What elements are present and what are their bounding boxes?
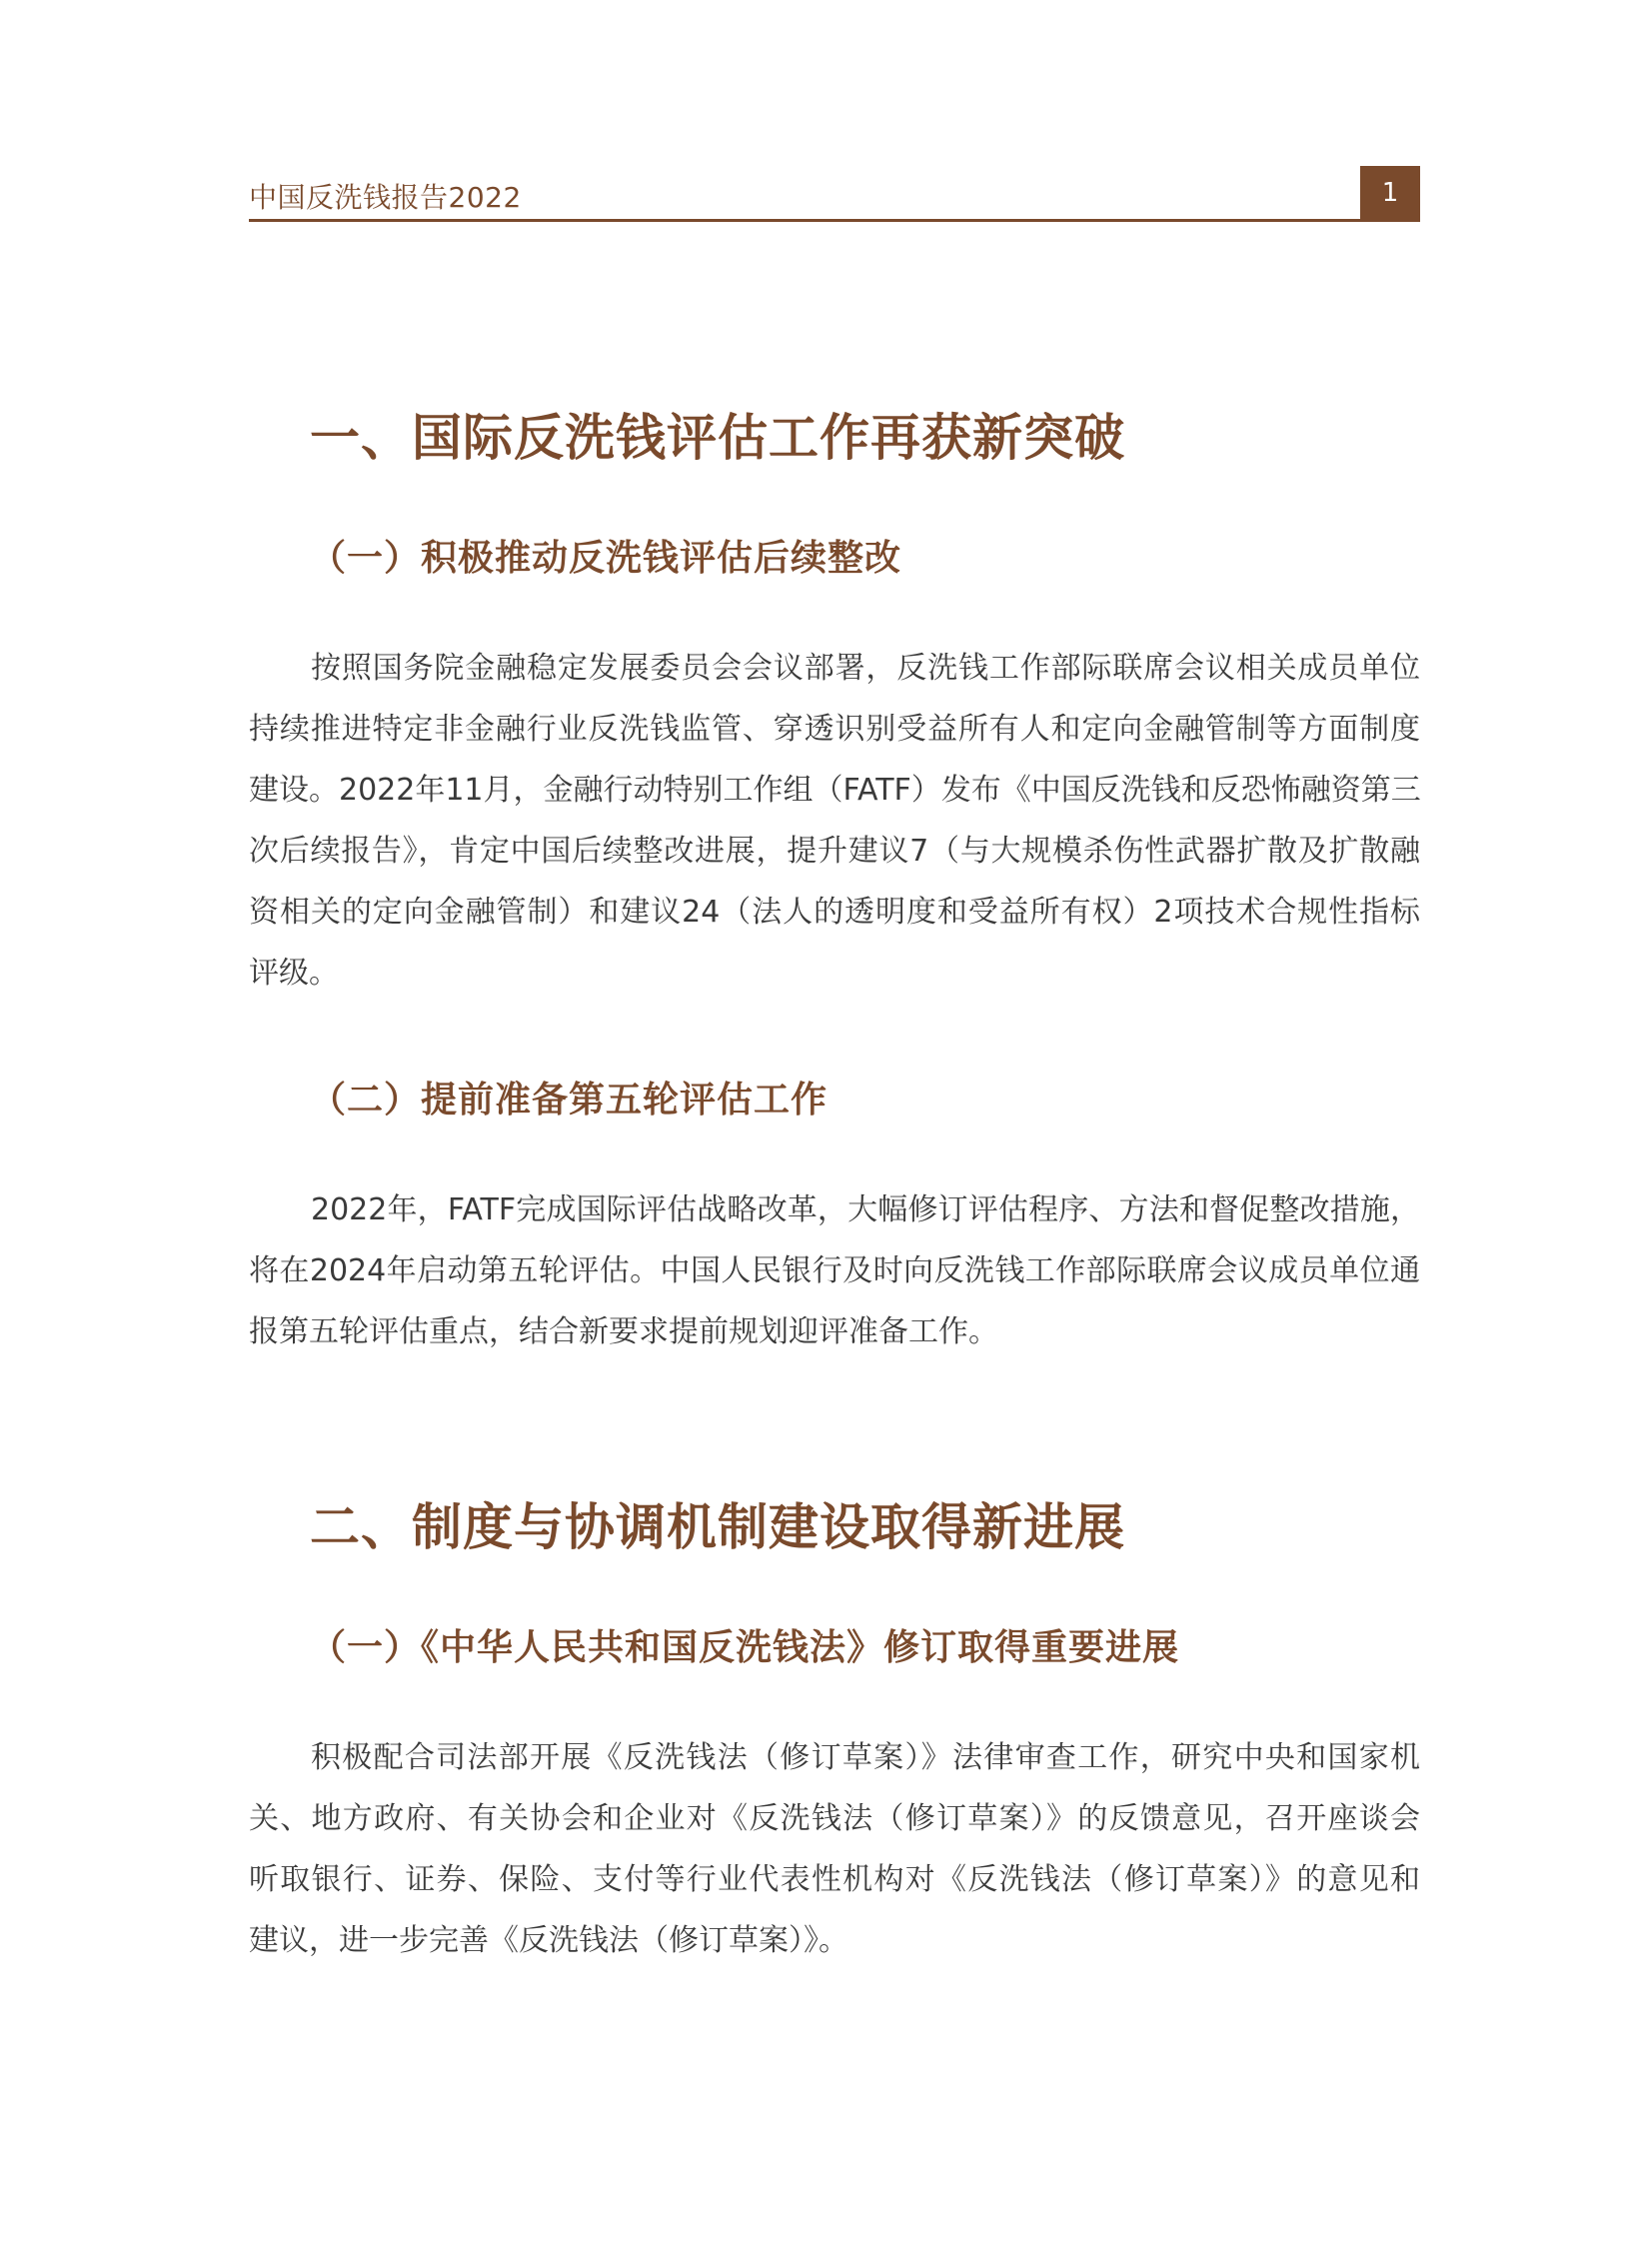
header-divider — [249, 219, 1420, 222]
paragraph-line: 建议，进一步完善《反洗钱法（修订草案）》。 — [249, 1923, 848, 1958]
page-number: 1 — [1360, 166, 1420, 220]
section-heading-1: 一、国际反洗钱评估工作再获新突破 — [310, 408, 1125, 467]
paragraph-line: 建设。2022年11月，金融行动特别工作组（FATF）发布《中国反洗钱和反恐怖融资第三 — [249, 773, 1421, 808]
paragraph-line: 听取银行、证券、保险、支付等行业代表性机构对《反洗钱法（修订草案）》的意见和 — [249, 1862, 1420, 1897]
paragraph-line: 关、地方政府、有关协会和企业对《反洗钱法（修订草案）》的反馈意见，召开座谈会 — [249, 1801, 1420, 1836]
paragraph-line: 报第五轮评估重点，结合新要求提前规划迎评准备工作。 — [249, 1314, 998, 1349]
paragraph-line: 2022年，FATF完成国际评估战略改革，大幅修订评估程序、方法和督促整改措施， — [311, 1192, 1420, 1227]
subsection-heading-2-1: （一）《中华人民共和国反洗钱法》修订取得重要进展 — [310, 1627, 1180, 1668]
page-header — [249, 166, 1420, 222]
subsection-heading-1-1: （一）积极推动反洗钱评估后续整改 — [310, 538, 902, 579]
section-heading-2: 二、制度与协调机制建设取得新进展 — [310, 1497, 1125, 1556]
paragraph-line: 资相关的定向金融管制）和建议24（法人的透明度和受益所有权）2项技术合规性指标 — [249, 895, 1420, 930]
paragraph-line: 持续推进特定非金融行业反洗钱监管、穿透识别受益所有人和定向金融管制等方面制度 — [249, 712, 1420, 747]
subsection-heading-1-2: （二）提前准备第五轮评估工作 — [310, 1080, 828, 1121]
paragraph-line: 积极配合司法部开展《反洗钱法（修订草案）》法律审查工作，研究中央和国家机 — [311, 1740, 1420, 1775]
paragraph-line: 次后续报告》，肯定中国后续整改进展，提升建议7（与大规模杀伤性武器扩散及扩散融 — [249, 834, 1420, 869]
paragraph-1-1 — [249, 638, 1420, 1004]
paragraph-2-1 — [249, 1727, 1420, 1971]
paragraph-line: 将在2024年启动第五轮评估。中国人民银行及时向反洗钱工作部际联席会议成员单位通 — [249, 1253, 1420, 1288]
paragraph-line: 按照国务院金融稳定发展委员会会议部署，反洗钱工作部际联席会议相关成员单位 — [311, 651, 1420, 686]
report-title: 中国反洗钱报告2022 — [249, 181, 522, 214]
paragraph-1-2 — [249, 1179, 1420, 1362]
paragraph-line: 评级。 — [249, 956, 339, 991]
